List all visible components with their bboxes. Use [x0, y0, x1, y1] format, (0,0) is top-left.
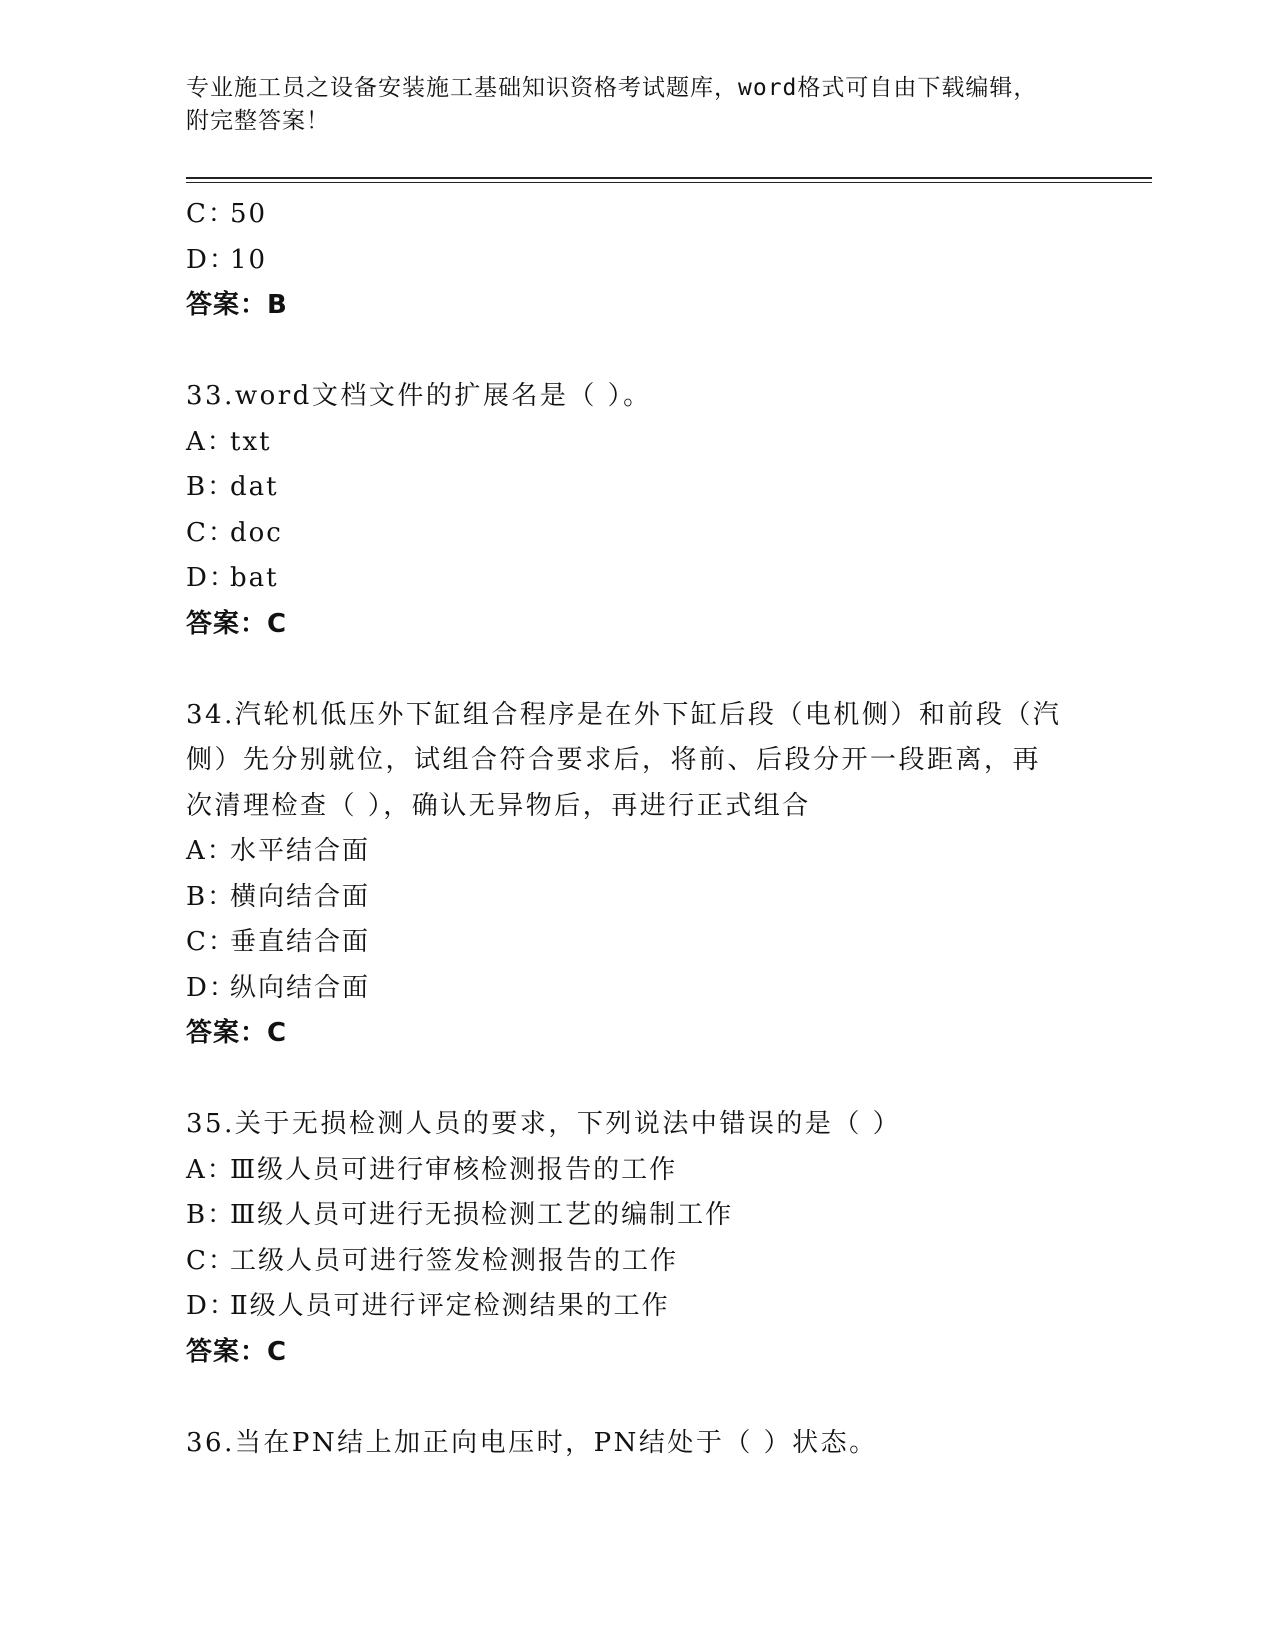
- option-label: D：: [186, 972, 237, 1003]
- answer-line: 答案：C: [186, 1018, 288, 1048]
- option-b: [186, 875, 1086, 921]
- option-label: B：: [186, 1200, 236, 1230]
- previous-question-tail: [186, 192, 1086, 329]
- question-36: [186, 1421, 1086, 1467]
- option-text: bat: [230, 563, 279, 593]
- option-text: Ⅲ级人员可进行无损检测工艺的编制工作: [230, 1200, 734, 1230]
- question-stem: 36.当在PN结上加正向电压时，PN结处于（ ）状态。: [186, 1427, 878, 1458]
- option-label: D：: [186, 563, 237, 593]
- option-label: A：: [186, 1154, 235, 1185]
- option-label: A：: [186, 426, 235, 457]
- question-33: [186, 374, 1086, 647]
- option-d: [186, 966, 1086, 1012]
- option-label: D：: [186, 1291, 237, 1321]
- option-label: A：: [186, 836, 235, 866]
- option-b: [186, 1193, 1086, 1239]
- question-34: [186, 693, 1086, 1057]
- option-text: Ⅲ级人员可进行审核检测报告的工作: [230, 1154, 678, 1185]
- option-text: 工级人员可进行签发检测报告的工作: [230, 1245, 679, 1276]
- header-divider-top: [186, 177, 1152, 179]
- header-line-1: 专业施工员之设备安装施工基础知识资格考试题库，word格式可自由下载编辑，: [186, 75, 1038, 101]
- option-label: C：: [186, 1245, 236, 1276]
- option-d: [186, 556, 1086, 602]
- option-a: [186, 420, 1086, 466]
- question-stem-line-2: 侧）先分别就位，试组合符合要求后，将前、后段分开一段距离，再: [186, 745, 1042, 775]
- option-text: 横向结合面: [230, 881, 371, 912]
- option-d: [186, 1284, 1086, 1330]
- option-text: dat: [230, 472, 279, 502]
- option-c: [186, 192, 1086, 238]
- option-label: C：: [186, 927, 236, 957]
- option-label: B：: [186, 881, 236, 912]
- option-text: 10: [230, 244, 268, 275]
- option-b: [186, 465, 1086, 511]
- question-35: [186, 1102, 1086, 1375]
- question-stem: 35.关于无损检测人员的要求，下列说法中错误的是（ ）: [186, 1109, 902, 1139]
- option-label: C：: [186, 517, 236, 548]
- option-text: 垂直结合面: [230, 927, 371, 957]
- question-stem: 33.word文档文件的扩展名是（ ）。: [186, 381, 652, 411]
- option-c: [186, 1239, 1086, 1285]
- question-list: [186, 192, 1086, 1466]
- question-stem-line-3: 次清理检查（ ），确认无异物后，再进行正式组合: [186, 790, 811, 821]
- option-text: txt: [230, 426, 272, 457]
- option-c: [186, 511, 1086, 557]
- option-label: D：: [186, 244, 237, 275]
- option-a: [186, 829, 1086, 875]
- header-divider-bottom: [186, 182, 1152, 183]
- answer-line: 答案：C: [186, 1336, 288, 1367]
- option-text: doc: [230, 517, 283, 548]
- option-c: [186, 920, 1086, 966]
- option-text: 纵向结合面: [230, 972, 371, 1003]
- option-text: 50: [230, 199, 268, 229]
- answer-line: 答案：C: [186, 608, 288, 639]
- option-text: Ⅱ级人员可进行评定检测结果的工作: [230, 1291, 670, 1321]
- header-line-2: 附完整答案！: [186, 108, 330, 134]
- option-text: 水平结合面: [230, 836, 371, 866]
- option-label: C：: [186, 199, 236, 229]
- option-d: [186, 238, 1086, 284]
- question-stem-line-1: 34.汽轮机低压外下缸组合程序是在外下缸后段（电机侧）和前段（汽: [186, 699, 1062, 730]
- answer-line: 答案：B: [186, 290, 288, 320]
- option-a: [186, 1148, 1086, 1194]
- document-header: [186, 72, 1066, 138]
- option-label: B：: [186, 472, 236, 502]
